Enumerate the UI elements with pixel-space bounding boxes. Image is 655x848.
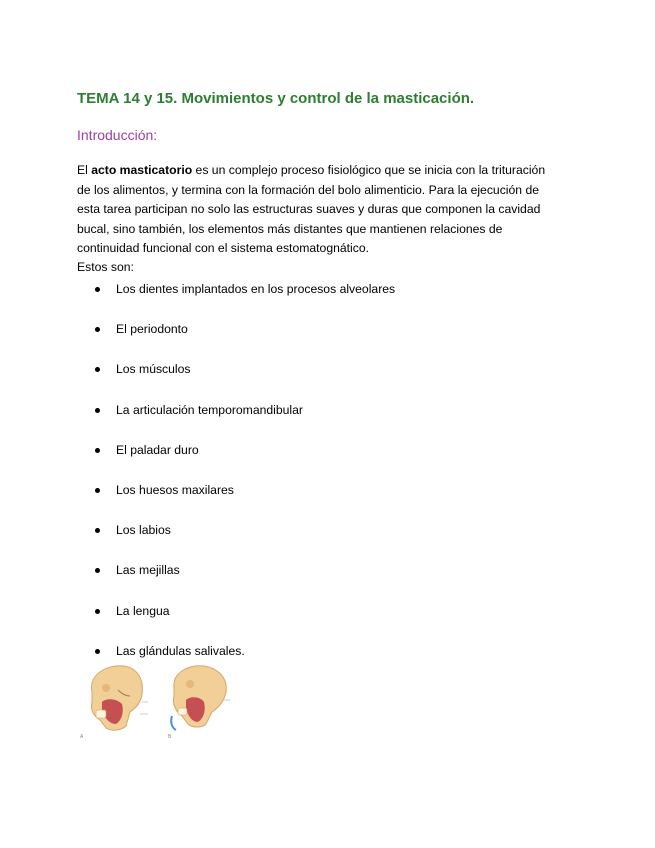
document-title: TEMA 14 y 15. Movimientos y control de la masticación.	[77, 90, 475, 107]
bullet-icon	[95, 488, 100, 493]
list-item-text: La lengua	[116, 603, 170, 618]
list-item-text: El periodonto	[116, 322, 188, 337]
bullet-icon	[95, 287, 100, 292]
bullet-icon	[95, 528, 100, 533]
list-item-text: Los músculos	[116, 362, 191, 377]
paragraph-text: El	[77, 163, 92, 177]
list-item-text: La articulación temporomandibular	[116, 402, 303, 417]
bullet-icon	[95, 408, 100, 413]
section-heading: Introducción:	[77, 127, 158, 143]
paragraph-line	[77, 161, 567, 181]
list-item-text: El paladar duro	[116, 442, 199, 457]
intro-paragraph	[77, 161, 567, 259]
bullet-icon	[95, 327, 100, 332]
paragraph-line: continuidad funcional con el sistema estomatognático.	[77, 241, 370, 256]
skull-illustration	[78, 660, 238, 742]
bullet-icon	[95, 568, 100, 573]
paragraph-line: de los alimentos, y termina con la formación del bolo alimenticio. Para la ejecución de	[77, 182, 540, 197]
figure-label-b: B	[168, 734, 172, 740]
paragraph-line: esta tarea participan no solo las estructuras suaves y duras que componen la cavidad	[77, 202, 541, 217]
skull-figure-svg	[78, 660, 238, 742]
list-item-text: Los huesos maxilares	[116, 482, 234, 497]
list-item-text: Los dientes implantados en los procesos alveolares	[116, 282, 396, 296]
bullet-icon	[95, 649, 100, 654]
bullet-icon	[95, 448, 100, 453]
skull-a-image	[91, 666, 148, 730]
skull-b-image	[171, 666, 230, 730]
figure-label-a: A	[80, 734, 84, 740]
list-intro: Estos son:	[77, 260, 134, 274]
paragraph-text: es un complejo proceso fisiológico que se inicia con la trituración	[192, 163, 546, 177]
bold-term: acto masticatorio	[91, 163, 193, 177]
bullet-icon	[95, 367, 100, 372]
list-item-text: Las glándulas salivales.	[116, 643, 245, 658]
paragraph-line: bucal, sino también, los elementos más distantes que mantienen relaciones de	[77, 221, 503, 236]
list-item-text: Los labios	[116, 523, 171, 538]
bullet-icon	[95, 609, 100, 614]
list-item-text: Las mejillas	[116, 563, 180, 578]
